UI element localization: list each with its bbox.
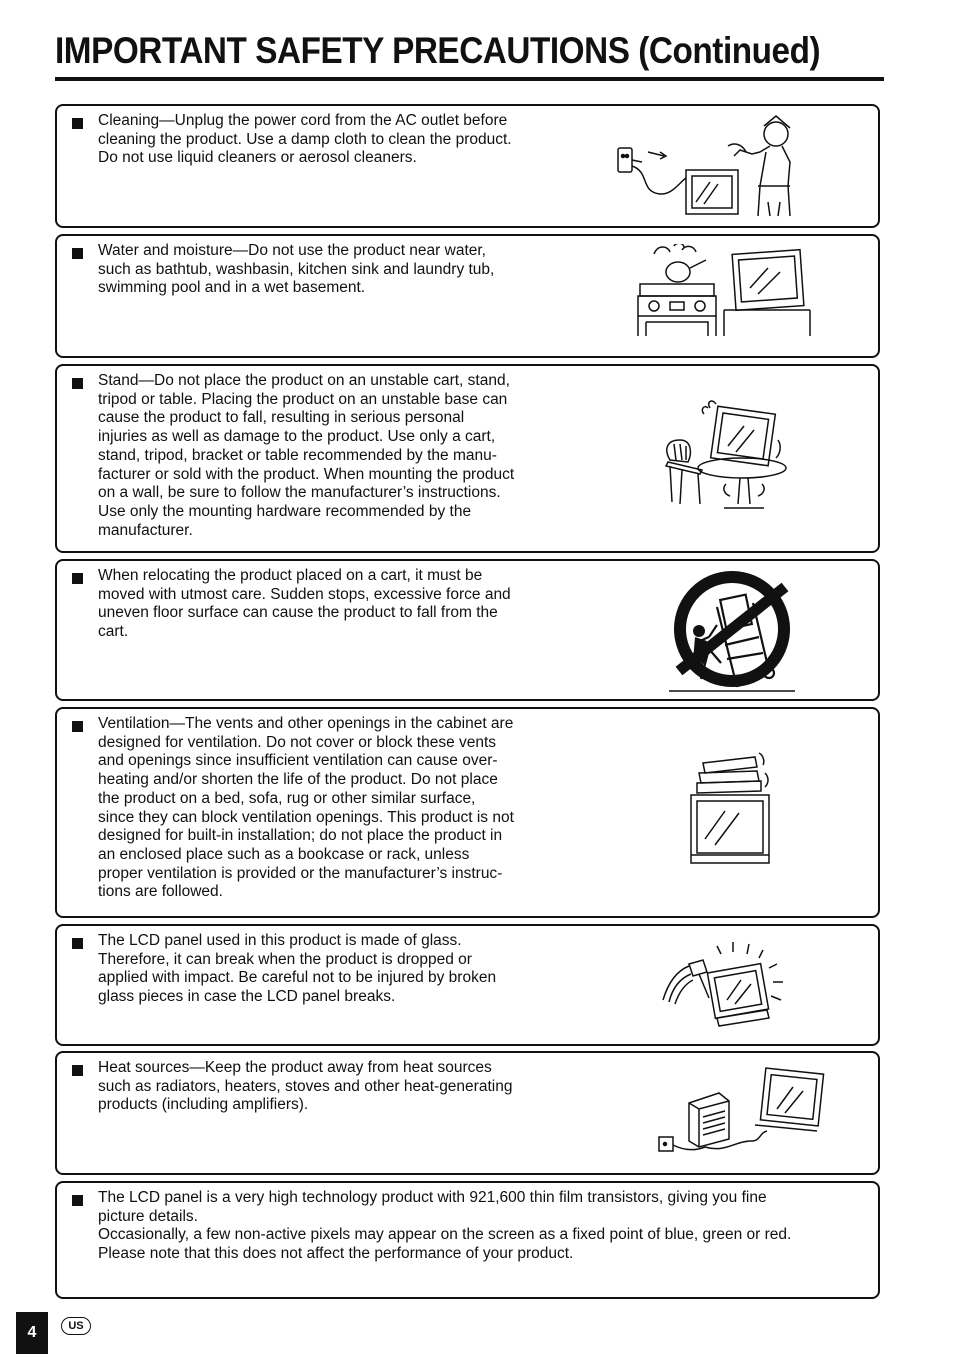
precaution-text-water: Water and moisture—Do not use the product near water, such as bathtub, washbasin, kitchen sink and laundry tub, swimming pool and in a wet basement. [98,242,495,297]
page-title: IMPORTANT SAFETY PRECAUTIONS (Continued) [55,30,821,71]
unstable-table-illustration-icon [660,400,800,518]
cleaning-illustration-icon [610,112,810,220]
precaution-box-glass [55,924,880,1046]
bullet-square [72,378,83,389]
precaution-text-pixels: The LCD panel is a very high technology product with 921,600 thin film transistors, giving you fine picture details. Occasionally, a few non-active pixels may appear on the screen as a fixed point of blue, green or red. Please note that this does not affect the performance of your product. [98,1189,792,1263]
bullet-square [72,721,83,732]
precaution-box-cleaning [55,104,880,228]
cart-warning-icon [665,567,799,693]
precaution-text-glass: The LCD panel used in this product is made of glass. Therefore, it can break when the product is dropped or applied with impact. Be careful not to be injured by broken glass pieces in case the LCD panel breaks. [98,932,497,1006]
bullet-square [72,938,83,949]
precaution-box-water [55,234,880,358]
precaution-box-pixels [55,1181,880,1299]
heat-source-illustration-icon [655,1067,831,1157]
bullet-square [72,1195,83,1206]
precaution-text-heat: Heat sources—Keep the product away from heat sources such as radiators, heaters, stoves and other heat-generating products (including amplifiers). [98,1059,513,1114]
bullet-square [72,118,83,129]
ventilation-illustration-icon [685,751,781,869]
precaution-text-cleaning: Cleaning—Unplug the power cord from the AC outlet before cleaning the product. Use a damp cloth to clean the product. Do not use liquid cleaners or aerosol cleaners. [98,112,512,167]
title-rule [55,77,884,81]
region-badge: US [61,1317,91,1335]
glass-impact-illustration-icon [655,940,805,1034]
precaution-box-ventilation [55,707,880,918]
precaution-box-stand [55,364,880,553]
precaution-box-cart [55,559,880,701]
water-moisture-illustration-icon [634,244,814,336]
bullet-square [72,573,83,584]
precaution-box-heat [55,1051,880,1175]
bullet-square [72,248,83,259]
precaution-text-stand: Stand—Do not place the product on an unstable cart, stand, tripod or table. Placing the product on an unstable base can cause the product to fall, resulting in serious personal injuries as well as damage to the product. Use only a cart, stand, tripod, bracket or table recommended by the manu- facturer or sold with the product. When mounting the product on a wall, be sure to follow the manufacturer’s instructions. Use only the mounting hardware recommended by the manufacturer. [98,372,515,539]
precaution-text-cart: When relocating the product placed on a cart, it must be moved with utmost care. Sudden stops, excessive force and uneven floor surface can cause the product to fall from the cart. [98,567,511,641]
bullet-square [72,1065,83,1076]
page-number: 4 [16,1312,48,1354]
precaution-text-ventilation: Ventilation—The vents and other openings in the cabinet are designed for ventilation. Do not cover or block these vents and openings since insufficient ventilation can cause over- heating and/or shorten the life of the product. Do not place the product on a bed, sofa, rug or other similar surface, since they can block ventilation openings. This product is not designed for built-in installation; do not place the product in an enclosed place such as a bookcase or rack, unless proper ventilation is provided or the manufacturer’s instruc- tions are followed. [98,715,514,901]
